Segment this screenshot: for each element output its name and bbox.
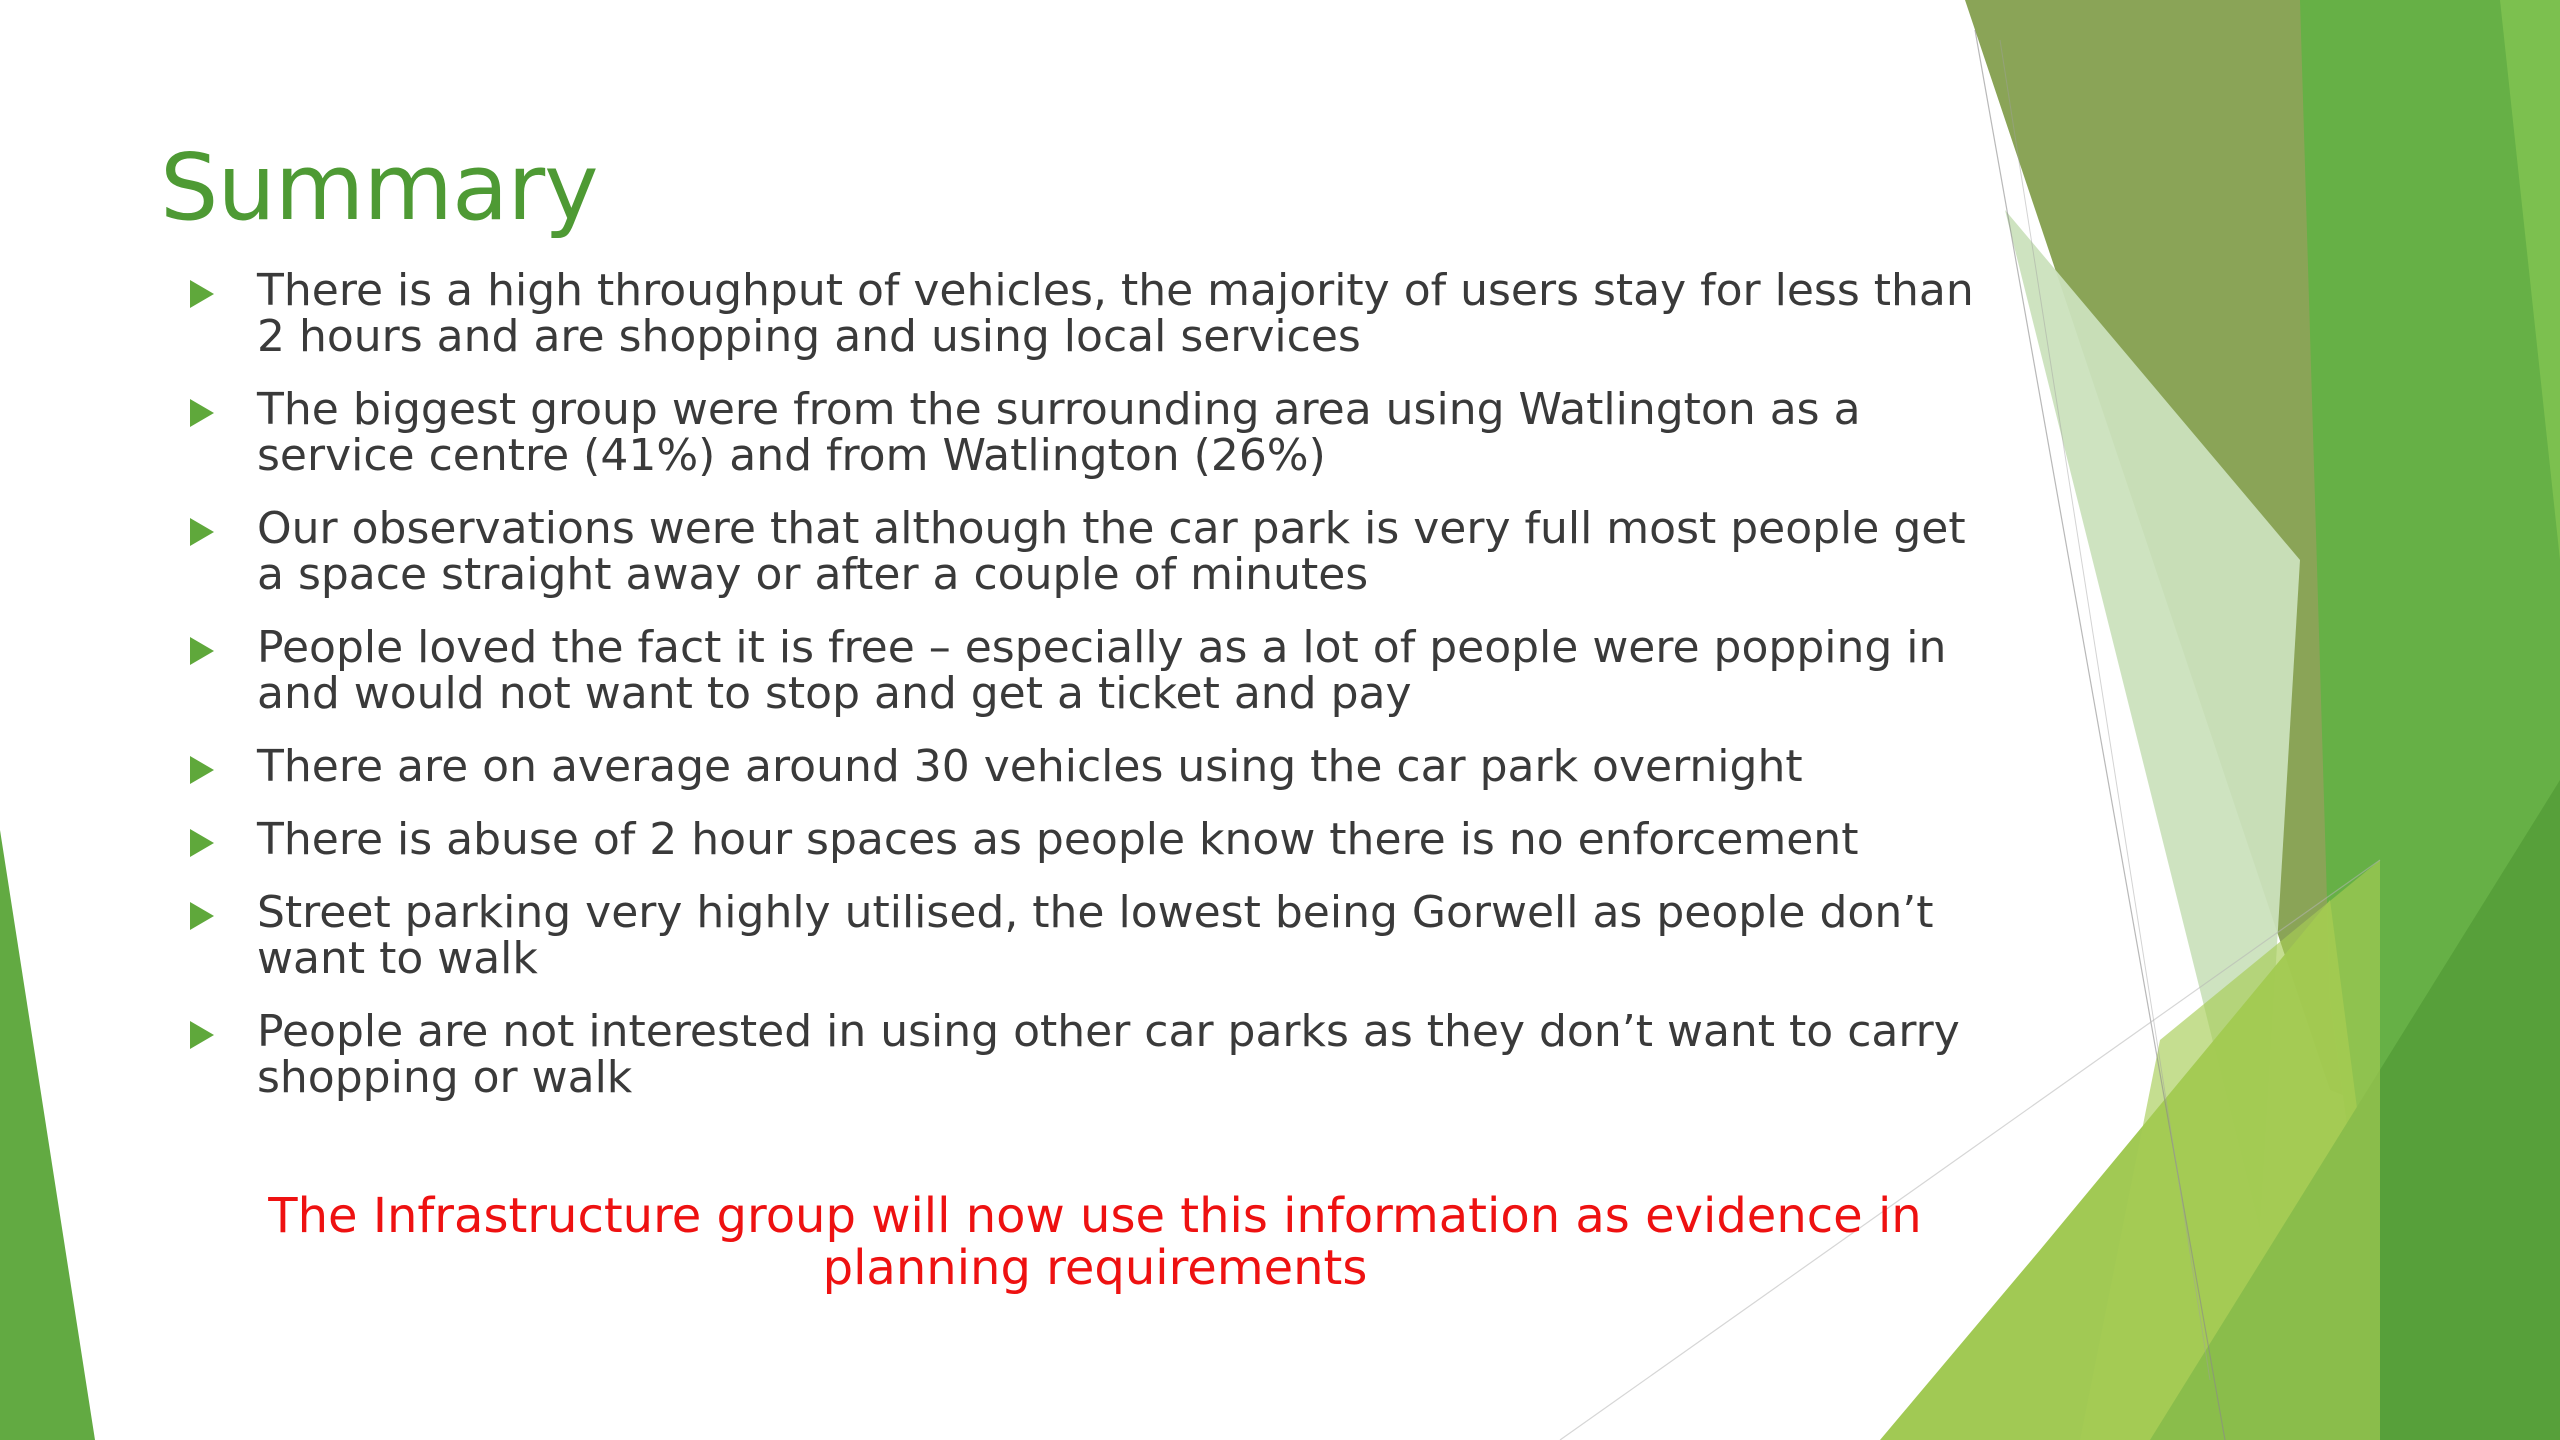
bullet-item xyxy=(185,265,2005,362)
bullet-item xyxy=(185,384,2005,481)
bullet-text: People are not interested in using other car parks as they don’t want to carry shopping or walk xyxy=(257,1006,1960,1103)
triangle-bullet-icon xyxy=(190,399,214,427)
triangle-bullet-icon xyxy=(190,280,214,308)
bullet-text: There is a high throughput of vehicles, the majority of users stay for less than 2 hours and are shopping and using local services xyxy=(257,265,1974,362)
slide-title: Summary xyxy=(160,134,598,241)
bullet-item xyxy=(185,814,2005,865)
bullet-text: There is abuse of 2 hour spaces as people know there is no enforcement xyxy=(257,814,1859,865)
bullet-text: There are on average around 30 vehicles using the car park overnight xyxy=(257,741,1803,792)
bullet-text: People loved the fact it is free – especially as a lot of people were popping in and would not want to stop and get a ticket and pay xyxy=(257,622,1947,719)
bullet-item xyxy=(185,741,2005,792)
triangle-bullet-icon xyxy=(190,829,214,857)
bullet-item xyxy=(185,622,2005,719)
bullet-text: Street parking very highly utilised, the lowest being Gorwell as people don’t want to walk xyxy=(257,887,1934,984)
left-green-shape xyxy=(0,830,95,1440)
bullet-list xyxy=(185,265,2005,1128)
bullet-text: The biggest group were from the surrounding area using Watlington as a service centre (41%) and from Watlington (26%) xyxy=(257,384,1861,481)
bullet-item xyxy=(185,503,2005,600)
bullet-item xyxy=(185,887,2005,984)
triangle-bullet-icon xyxy=(190,518,214,546)
bullet-text: Our observations were that although the car park is very full most people get a space straight away or after a couple of minutes xyxy=(257,503,1966,600)
triangle-bullet-icon xyxy=(190,637,214,665)
triangle-bullet-icon xyxy=(190,756,214,784)
triangle-bullet-icon xyxy=(190,902,214,930)
triangle-bullet-icon xyxy=(190,1021,214,1049)
bullet-item xyxy=(185,1006,2005,1103)
conclusion-text: The Infrastructure group will now use this information as evidence in planning requirements xyxy=(268,1188,1922,1296)
